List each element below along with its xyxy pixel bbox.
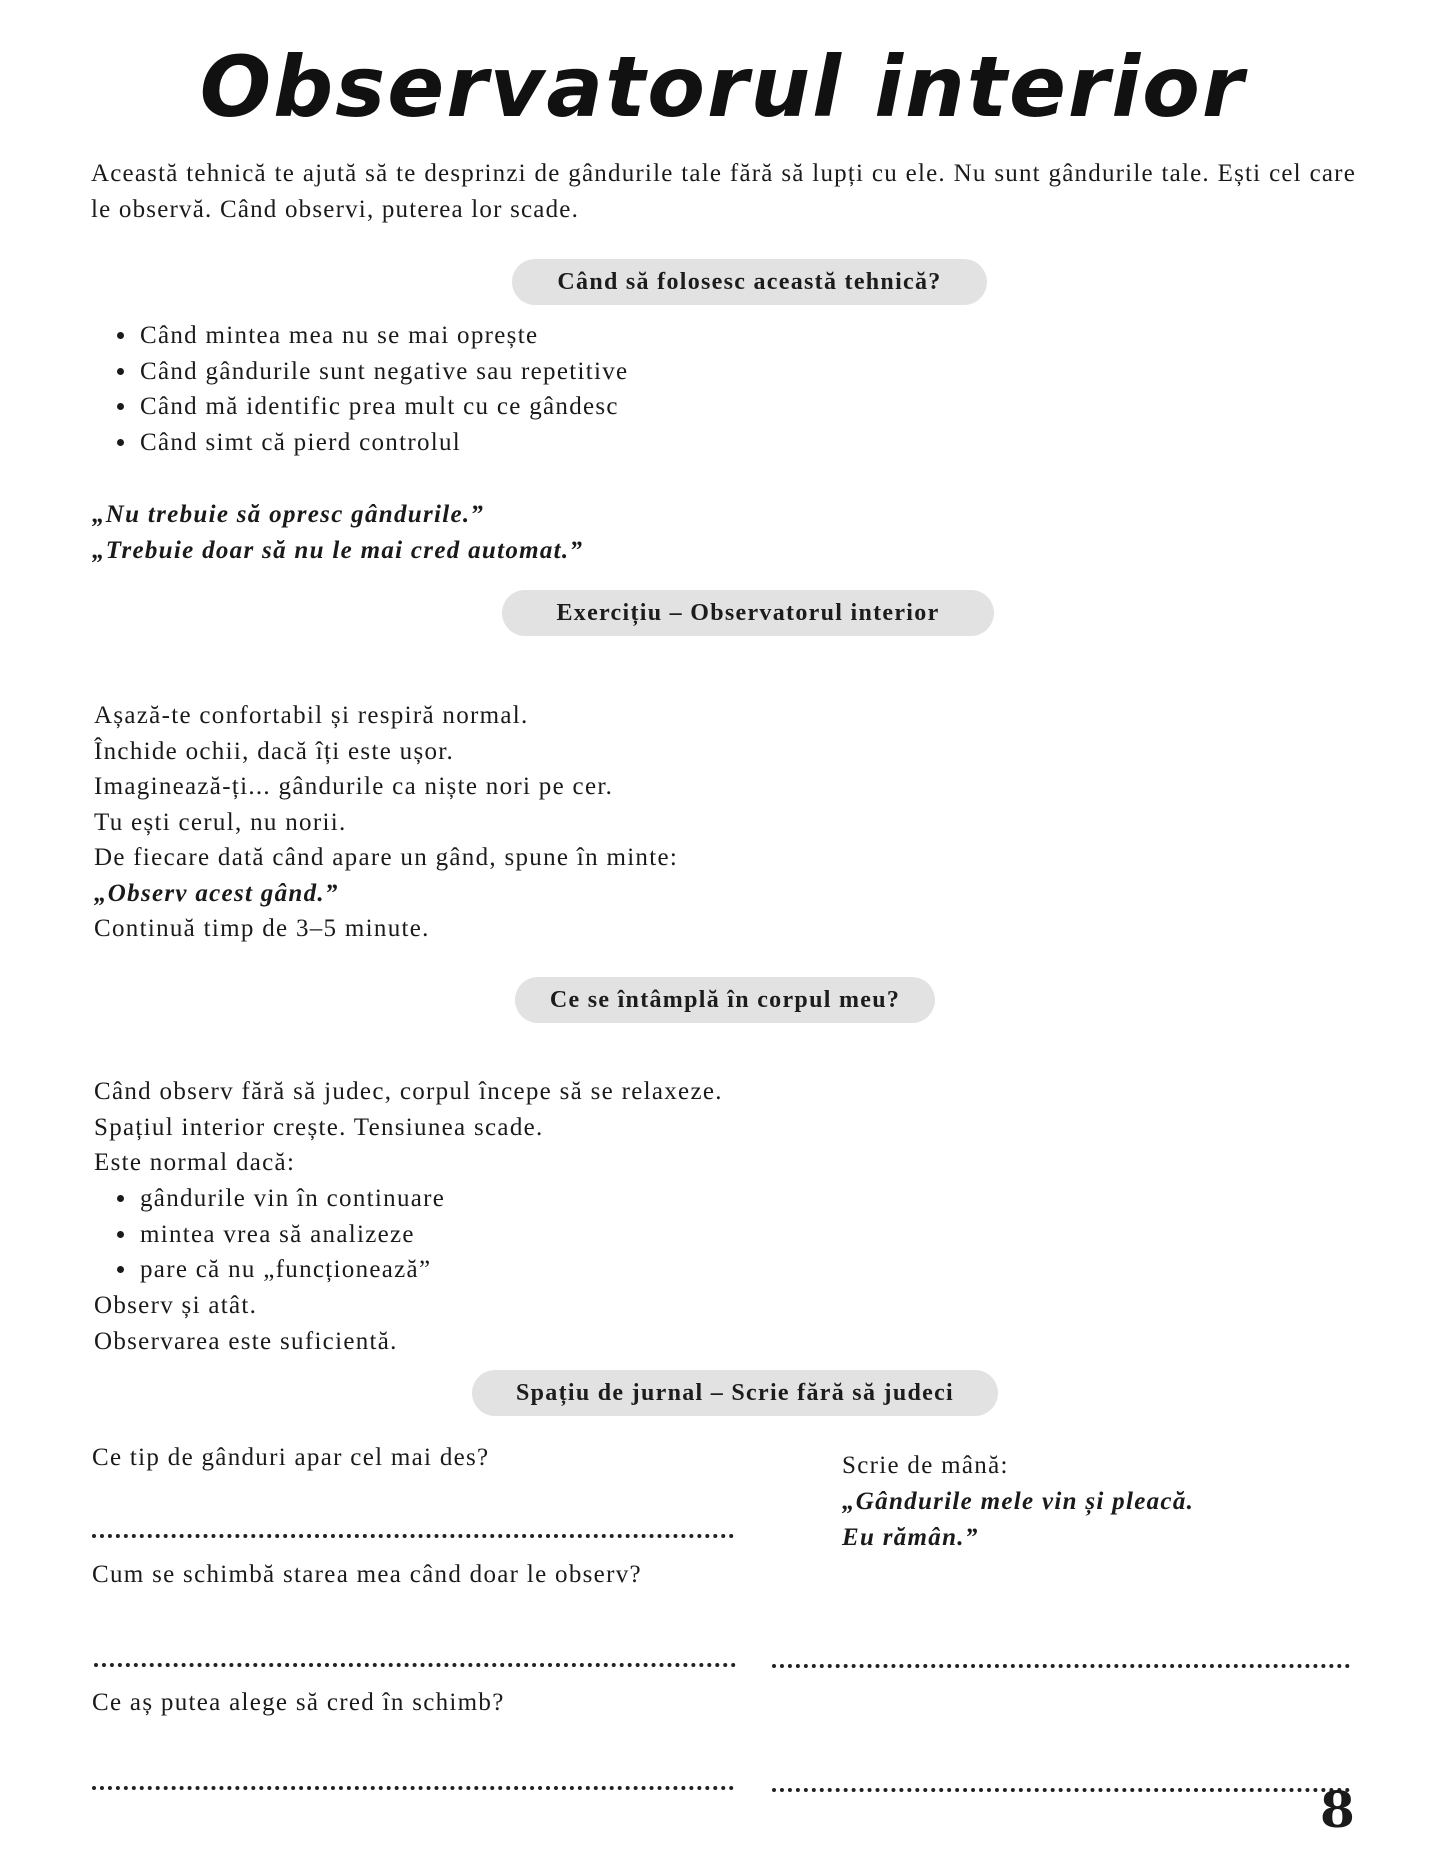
- list-item: • mintea vrea să analizeze: [138, 1217, 445, 1253]
- handwrite-line-2[interactable]: [772, 1788, 1350, 1792]
- quote-line: „Nu trebuie să opresc gândurile.”: [92, 501, 485, 528]
- when-quote: [92, 497, 583, 568]
- journal-answer-line-1[interactable]: [92, 1534, 734, 1538]
- list-item: • Când mă identific prea mult cu ce gândesc: [138, 389, 628, 425]
- intro-paragraph: Această tehnică te ajută să te desprinzi de gândurile tale fără să lupți cu ele. Nu sunt gândurile tale. Ești cel care le observă. Când observi, puterea lor scade.: [91, 160, 1356, 223]
- exercise-line: Așază-te confortabil și respiră normal.: [94, 702, 529, 729]
- body-line: Când observ fără să judec, corpul începe să se relaxeze.: [94, 1078, 723, 1105]
- body-list: [94, 1181, 445, 1288]
- handwrite-label: Scrie de mână:: [842, 1452, 1009, 1479]
- body-line: Observarea este suficientă.: [94, 1327, 398, 1355]
- list-item: • pare că nu „funcționează”: [138, 1252, 445, 1288]
- page-number: 8: [1320, 1780, 1355, 1839]
- list-item: • gândurile vin în continuare: [138, 1181, 445, 1217]
- handwrite-quote-line: Eu rămân.”: [842, 1524, 979, 1551]
- section-heading-body: Ce se întâmplă în corpul meu?: [515, 977, 935, 1023]
- section-heading-when: Când să folosesc această tehnică?: [512, 259, 987, 305]
- handwrite-line-1[interactable]: [772, 1664, 1350, 1668]
- when-list: [94, 318, 628, 460]
- body-closing: [94, 1288, 398, 1359]
- journal-question-1: Ce tip de gânduri apar cel mai des?: [92, 1444, 490, 1471]
- exercise-closing: Continuă timp de 3–5 minute.: [94, 915, 430, 942]
- journal-question-3: Ce aș putea alege să cred în schimb?: [92, 1689, 505, 1716]
- exercise-line: Închide ochii, dacă îți este ușor.: [94, 737, 455, 765]
- exercise-line: Tu ești cerul, nu norii.: [94, 808, 347, 836]
- handwrite-quote-line: „Gândurile mele vin și pleacă.: [842, 1488, 1195, 1515]
- journal-question-2: Cum se schimbă starea mea când doar le observ?: [92, 1561, 642, 1588]
- body-line: Observ și atât.: [94, 1292, 258, 1319]
- body-line: Spațiul interior crește. Tensiunea scade.: [94, 1113, 544, 1141]
- body-text: [94, 1074, 723, 1181]
- exercise-line: Imaginează-ți... gândurile ca niște nori pe cer.: [94, 773, 614, 800]
- handwrite-prompt: [842, 1448, 1194, 1556]
- exercise-text: [94, 698, 678, 947]
- list-item: • Când gândurile sunt negative sau repetitive: [138, 354, 628, 390]
- list-item: • Când simt că pierd controlul: [138, 425, 628, 461]
- exercise-line: De fiecare dată când apare un gând, spune în minte:: [94, 844, 679, 871]
- section-heading-exercise: Exercițiu – Observatorul interior: [502, 590, 994, 636]
- page-title: Observatorul interior: [199, 38, 1246, 136]
- exercise-quote: „Observ acest gând.”: [94, 879, 339, 907]
- quote-line: „Trebuie doar să nu le mai cred automat.”: [92, 536, 584, 564]
- journal-answer-line-3[interactable]: [92, 1786, 734, 1790]
- section-heading-journal: Spațiu de jurnal – Scrie fără să judeci: [472, 1370, 998, 1416]
- list-item: • Când mintea mea nu se mai oprește: [138, 318, 628, 354]
- journal-answer-line-2[interactable]: [94, 1663, 736, 1667]
- body-line: Este normal dacă:: [94, 1149, 296, 1176]
